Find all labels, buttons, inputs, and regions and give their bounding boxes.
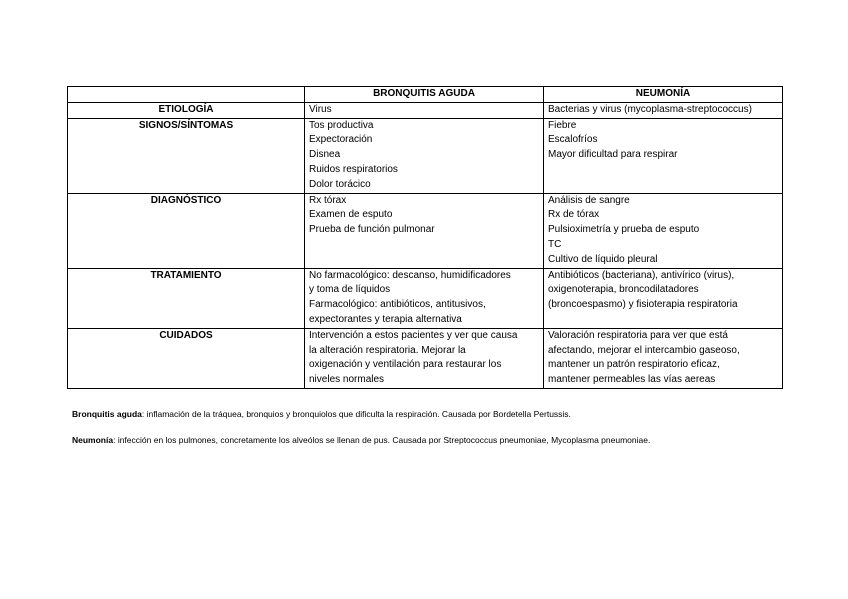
row-label: DIAGNÓSTICO bbox=[68, 193, 305, 268]
cell-line: Prueba de función pulmonar bbox=[309, 224, 435, 236]
row-label: SIGNOS/SÍNTOMAS bbox=[68, 118, 305, 193]
cell-line: oxigenación y ventilación para restaurar los bbox=[309, 359, 502, 371]
table-header-row bbox=[68, 87, 783, 103]
cell-line: Farmacológico: antibióticos, antitusivos, bbox=[309, 299, 486, 311]
cell-line: Virus bbox=[309, 103, 332, 115]
cell-line: (broncoespasmo) y fisioterapia respiratoria bbox=[548, 299, 738, 311]
cell-line: mantener permeables las vías aereas bbox=[548, 374, 716, 386]
cell-line: oxigenoterapia, broncodilatadores bbox=[548, 284, 699, 296]
cell-line: Pulsioximetría y prueba de esputo bbox=[548, 224, 700, 236]
cell-line: afectando, mejorar el intercambio gaseoso, bbox=[548, 344, 740, 356]
comparison-table bbox=[67, 86, 783, 389]
row-label: ETIOLOGÍA bbox=[68, 102, 305, 118]
cell-line: Escalofríos bbox=[548, 134, 598, 146]
cell-line: y toma de líquidos bbox=[309, 284, 391, 296]
neumonia-cell bbox=[544, 118, 783, 193]
note-bronquitis bbox=[72, 409, 792, 420]
cell-line: expectorantes y terapia alternativa bbox=[309, 313, 462, 325]
cell-line: Rx de tórax bbox=[548, 209, 600, 221]
header-empty-cell bbox=[68, 87, 305, 103]
neumonia-cell bbox=[544, 193, 783, 268]
table-row bbox=[68, 268, 783, 328]
cell-line: TC bbox=[548, 238, 562, 250]
cell-line: Ruidos respiratorios bbox=[309, 163, 398, 175]
neumonia-cell bbox=[544, 268, 783, 328]
header-neumonia: NEUMONÍA bbox=[544, 87, 783, 103]
bronquitis-cell bbox=[305, 328, 544, 388]
neumonia-cell bbox=[544, 328, 783, 388]
cell-line: Disnea bbox=[309, 149, 341, 161]
cell-line: Examen de esputo bbox=[309, 209, 393, 221]
bronquitis-cell bbox=[305, 268, 544, 328]
cell-line: la alteración respiratoria. Mejorar la bbox=[309, 344, 466, 356]
cell-line: Análisis de sangre bbox=[548, 194, 630, 206]
table-body bbox=[68, 102, 783, 388]
bronquitis-cell bbox=[305, 102, 544, 118]
table-row bbox=[68, 102, 783, 118]
cell-line: Bacterias y virus (mycoplasma-streptococcus) bbox=[548, 103, 752, 115]
cell-line: niveles normales bbox=[309, 374, 385, 386]
cell-line: Expectoración bbox=[309, 134, 373, 146]
cell-line: Mayor dificultad para respirar bbox=[548, 149, 678, 161]
cell-line: Intervención a estos pacientes y ver que causa bbox=[309, 329, 518, 341]
cell-line: Tos productiva bbox=[309, 119, 374, 131]
table-row bbox=[68, 118, 783, 193]
cell-line: mantener un patrón respiratorio eficaz, bbox=[548, 359, 720, 371]
table-row bbox=[68, 193, 783, 268]
row-label: TRATAMIENTO bbox=[68, 268, 305, 328]
neumonia-cell bbox=[544, 102, 783, 118]
cell-line: Rx tórax bbox=[309, 194, 347, 206]
cell-line: No farmacológico: descanso, humidificadores bbox=[309, 269, 511, 281]
cell-line: Cultivo de líquido pleural bbox=[548, 253, 658, 265]
note-neumonia bbox=[72, 435, 792, 446]
table-row bbox=[68, 328, 783, 388]
cell-line: Antibióticos (bacteriana), antivírico (virus), bbox=[548, 269, 735, 281]
cell-line: Dolor torácico bbox=[309, 178, 371, 190]
row-label: CUIDADOS bbox=[68, 328, 305, 388]
cell-line: Fiebre bbox=[548, 119, 577, 131]
note-term: Neumonía bbox=[72, 435, 114, 445]
bronquitis-cell bbox=[305, 193, 544, 268]
bronquitis-cell bbox=[305, 118, 544, 193]
cell-line: Valoración respiratoria para ver que está bbox=[548, 329, 728, 341]
note-text: : infección en los pulmones, concretamente los alveólos se llenan de pus. Causada por Streptococcus pneumoniae, Mycoplasma pneumoniae. bbox=[113, 435, 651, 445]
note-term: Bronquitis aguda bbox=[72, 409, 142, 419]
header-bronquitis: BRONQUITIS AGUDA bbox=[305, 87, 544, 103]
note-text: : inflamación de la tráquea, bronquios y bronquiolos que dificulta la respiración. Causada por Bordetella Pertussis. bbox=[141, 409, 571, 419]
